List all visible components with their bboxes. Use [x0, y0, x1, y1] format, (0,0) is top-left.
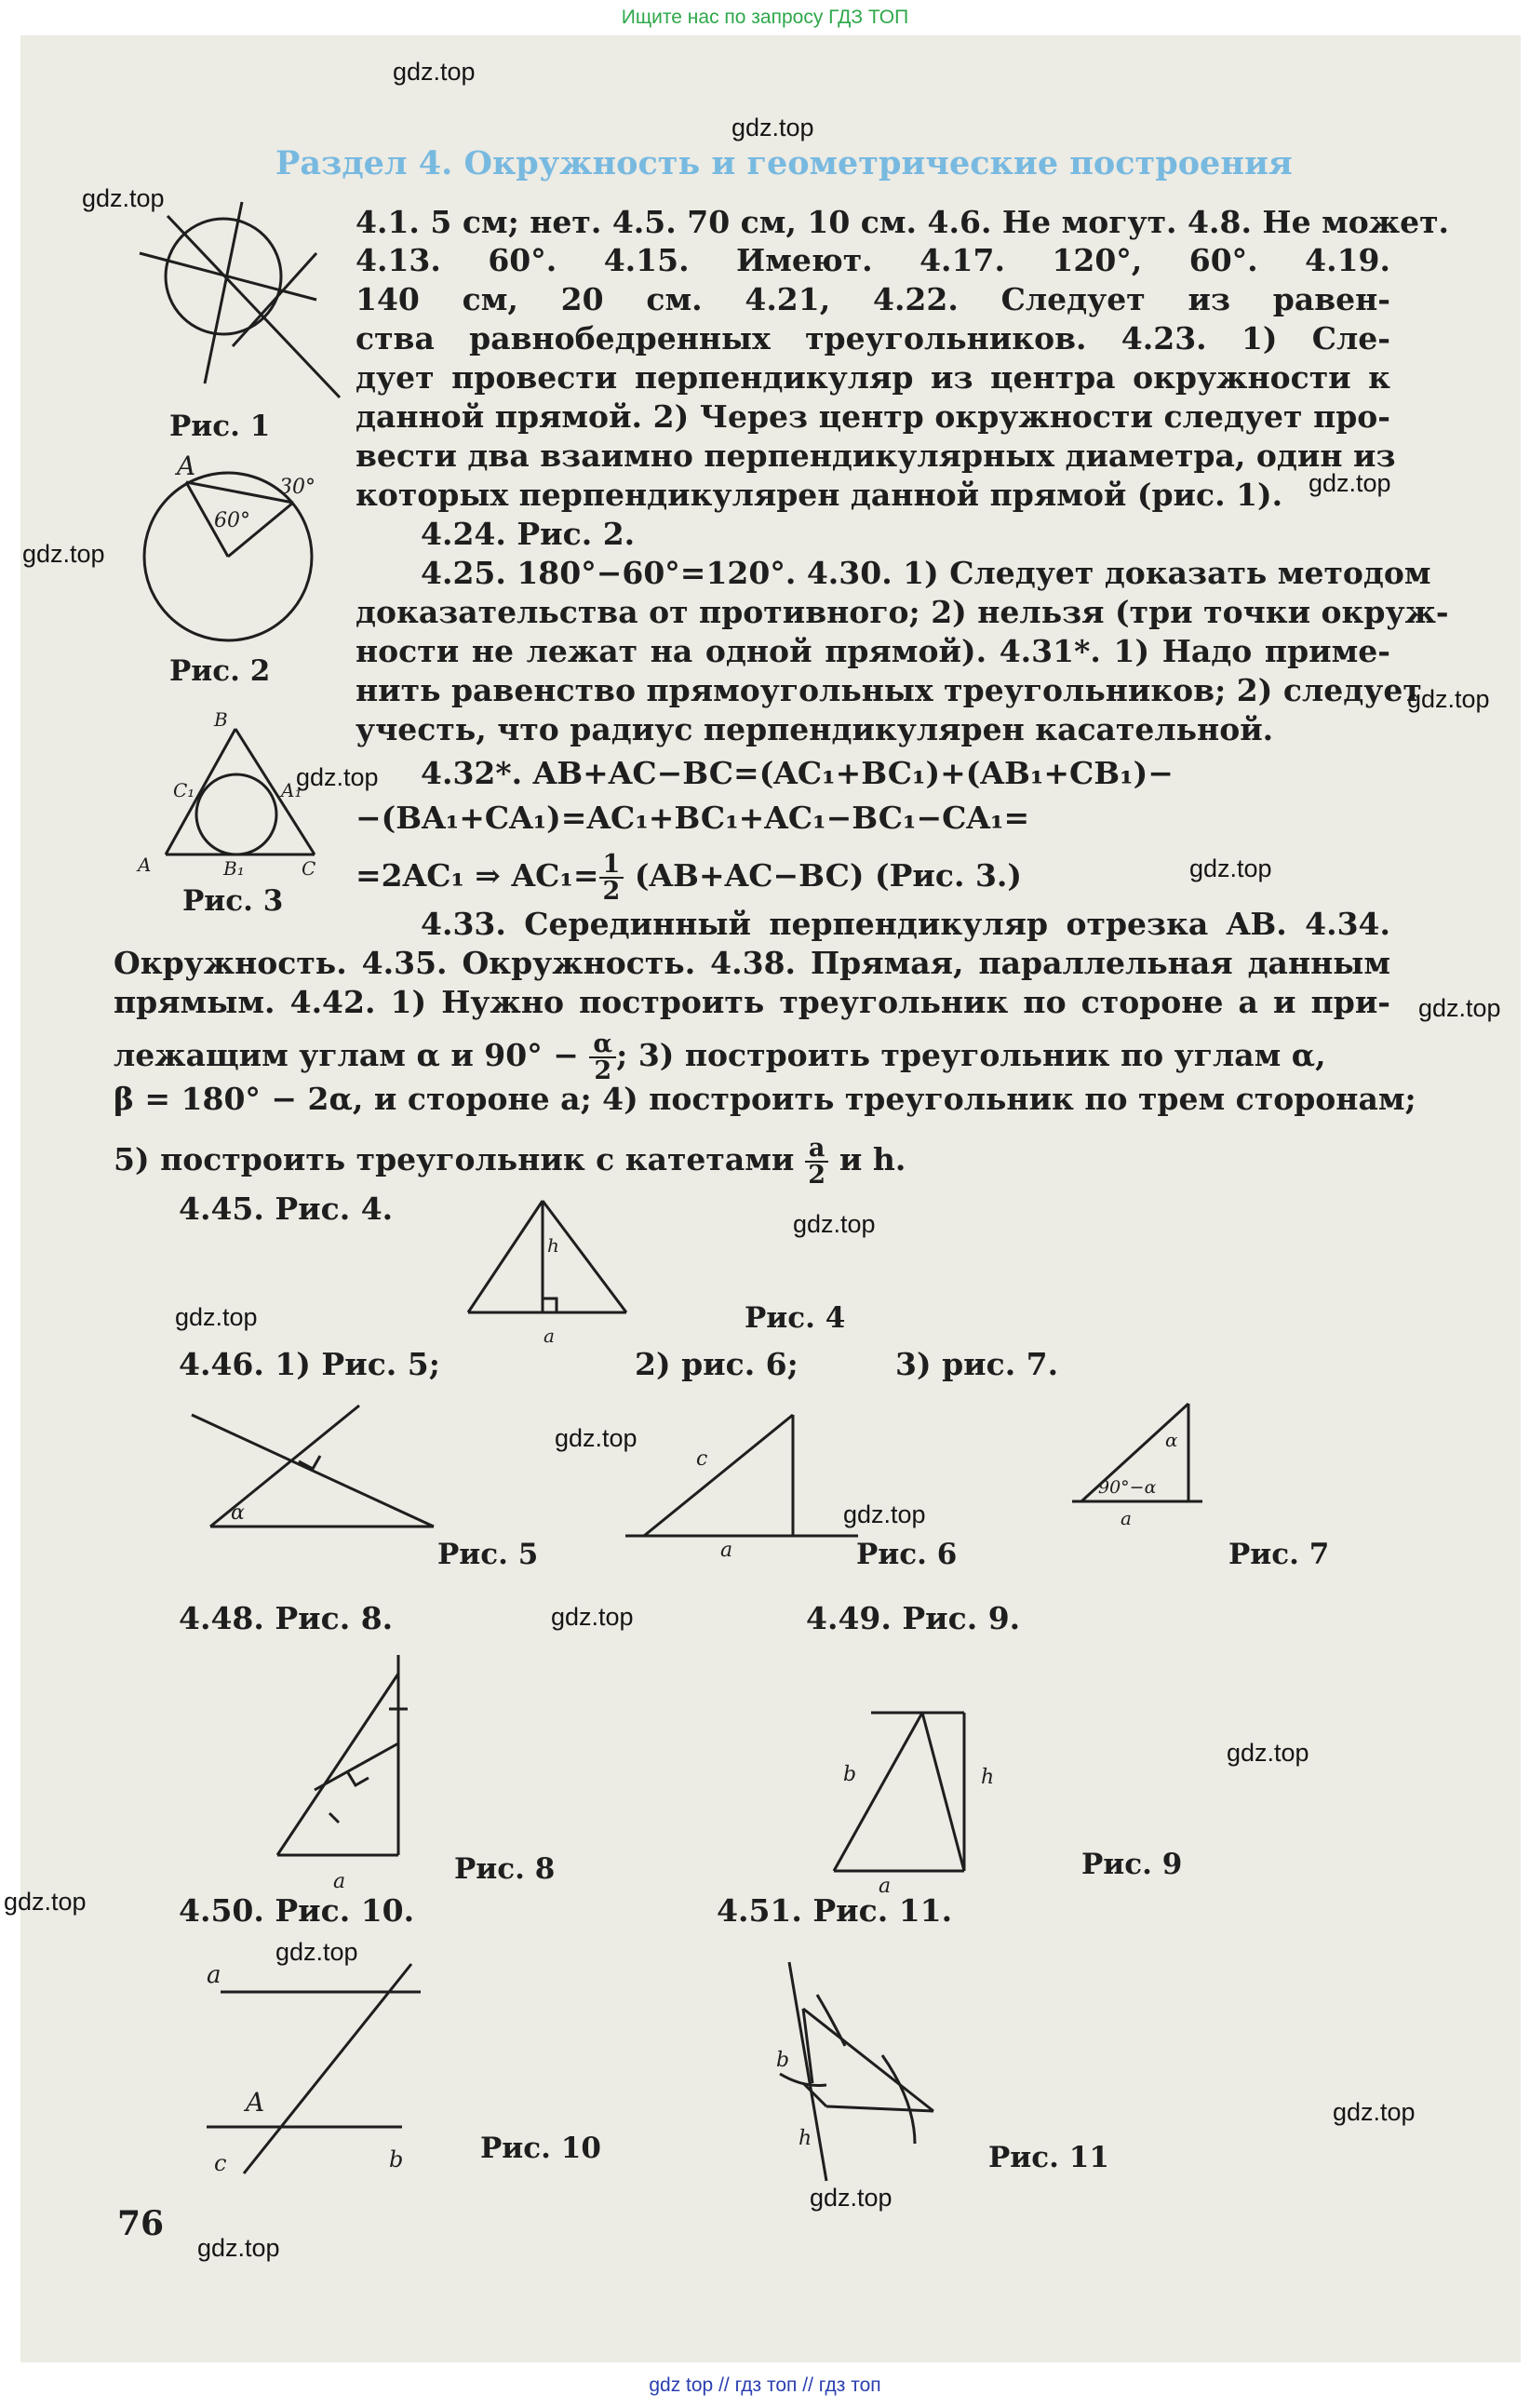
fig10-label-a: a — [207, 1961, 221, 1989]
fig7-label-alpha: α — [1165, 1429, 1178, 1451]
fig10-label-c: c — [214, 2150, 227, 2176]
fig9-label-a: a — [879, 1875, 892, 1898]
figure-caption: Рис. 11 — [988, 2141, 1109, 2174]
watermark: gdz.top — [1309, 469, 1391, 497]
top-banner[interactable]: Ищите нас по запросу ГДЗ ТОП — [621, 7, 909, 28]
fig7-label-angle: 90°−α — [1098, 1477, 1157, 1498]
text-line: прямым. 4.42. 1) Нужно построить треугольник по стороне a и при- — [114, 984, 1390, 1020]
watermark: gdz.top — [82, 184, 165, 212]
fraction: $\frac{1}{2}$ — [599, 852, 624, 904]
figure-caption: Рис. 3 — [182, 884, 284, 918]
text-line: лежащим углам α и 90° − $\frac{\alpha}{2}$ ; 3) построить треугольник по углам α, — [114, 1029, 1326, 1085]
text-line: 4.13. 60°. 4.15. Имеют. 4.17. 120°, 60°. 4.19. — [356, 242, 1390, 278]
fig3-label-B1: B₁ — [223, 857, 245, 880]
fig9-label-h: h — [981, 1766, 995, 1789]
text-line: 2) рис. 6; — [635, 1346, 799, 1382]
fig2-label-A: A — [177, 451, 196, 481]
watermark: gdz.top — [393, 58, 476, 86]
fig11-label-b: b — [776, 2049, 790, 2072]
text-line: 140 см, 20 см. 4.21, 4.22. Следует из равен- — [356, 281, 1390, 317]
fig5-label-alpha: α — [231, 1501, 245, 1525]
text-line: 4.51. Рис. 11. — [717, 1892, 953, 1929]
fig10-label-b: b — [389, 2146, 404, 2173]
text-line: 3) рис. 7. — [895, 1346, 1059, 1382]
watermark: gdz.top — [22, 540, 105, 568]
figure-11-diagram — [761, 1962, 947, 2190]
figure-1-diagram — [130, 197, 344, 402]
text-line: ности не лежат на одной прямой). 4.31*. 1) Надо приме- — [356, 633, 1390, 669]
text-line: 4.24. Рис. 2. — [421, 516, 636, 552]
watermark: gdz.top — [175, 1303, 258, 1331]
watermark: gdz.top — [551, 1603, 634, 1631]
figure-caption: Рис. 8 — [454, 1852, 556, 1886]
watermark: gdz.top — [810, 2184, 892, 2212]
figure-6-diagram — [625, 1406, 867, 1562]
fraction: $\frac{a}{2}$ — [805, 1136, 829, 1188]
figure-caption: Рис. 7 — [1228, 1538, 1330, 1571]
text-line: 4.45. Рис. 4. — [179, 1191, 394, 1227]
fig10-label-A: A — [246, 2087, 265, 2118]
text-line: ства равнобедренных треугольников. 4.23. 1) Сле- — [356, 320, 1390, 356]
text-line: нить равенство прямоугольных треугольников; 2) следует — [356, 672, 1422, 708]
fig7-label-a: a — [1121, 1507, 1132, 1529]
fig6-label-a: a — [720, 1539, 733, 1562]
text-line: 4.25. 180°−60°=120°. 4.30. 1) Следует доказать методом — [421, 555, 1431, 591]
figure-8-diagram — [259, 1655, 445, 1897]
text-line: учесть, что радиус перпендикулярен касательной. — [356, 711, 1274, 747]
text-line: 4.33. Серединный перпендикуляр отрезка AB. 4.34. — [421, 906, 1390, 942]
fig8-label-a: a — [333, 1870, 346, 1893]
fig3-label-B: B — [214, 708, 228, 731]
figure-caption: Рис. 1 — [169, 410, 271, 443]
watermark: gdz.top — [1189, 854, 1272, 882]
figure-caption: Рис. 6 — [856, 1538, 958, 1571]
watermark: gdz.top — [4, 1888, 87, 1916]
figure-2-diagram — [130, 451, 354, 650]
watermark: gdz.top — [555, 1424, 638, 1452]
fig6-label-c: c — [696, 1447, 708, 1471]
figure-10-diagram — [207, 1961, 458, 2178]
fraction: $\frac{\alpha}{2}$ — [589, 1031, 616, 1083]
fig3-label-A1: A₁ — [281, 779, 302, 801]
text-line: 4.50. Рис. 10. — [179, 1892, 415, 1929]
fig3-label-C: C — [302, 857, 316, 880]
watermark: gdz.top — [275, 1938, 358, 1966]
figure-caption: Рис. 9 — [1081, 1848, 1183, 1881]
watermark: gdz.top — [197, 2234, 280, 2262]
fig3-label-C1: C₁ — [173, 779, 195, 801]
watermark: gdz.top — [731, 114, 814, 141]
text-line: которых перпендикулярен данной прямой (рис. 1). — [356, 477, 1283, 513]
bottom-banner[interactable]: gdz top // гдз топ // гдз топ — [649, 2374, 881, 2396]
watermark: gdz.top — [1407, 685, 1490, 713]
fig4-label-h: h — [547, 1234, 559, 1257]
page-number: 76 — [117, 2204, 165, 2243]
watermark: gdz.top — [793, 1210, 876, 1238]
watermark: gdz.top — [296, 763, 379, 791]
figure-caption: Рис. 4 — [745, 1301, 846, 1335]
fig3-label-A: A — [138, 854, 152, 876]
text-line: 4.46. 1) Рис. 5; — [179, 1346, 440, 1382]
fig2-label-60: 60° — [214, 509, 250, 532]
watermark: gdz.top — [1333, 2098, 1416, 2126]
figure-caption: Рис. 2 — [169, 654, 271, 688]
text-line: 4.1. 5 см; нет. 4.5. 70 см, 10 см. 4.6. Не могут. 4.8. Не может. — [356, 204, 1450, 240]
text-line: дует провести перпендикуляр из центра окружности к — [356, 359, 1390, 396]
fig2-label-30: 30° — [279, 476, 315, 499]
fig9-label-b: b — [843, 1763, 857, 1786]
figure-caption: Рис. 5 — [437, 1538, 539, 1571]
text-line: 4.49. Рис. 9. — [806, 1600, 1021, 1636]
text-line: β = 180° − 2α, и стороне a; 4) построить треугольник по трем сторонам; — [114, 1081, 1416, 1117]
figure-9-diagram — [815, 1703, 1020, 1899]
text-line: −(BA₁+CA₁)=AC₁+BC₁+AC₁−BC₁−CA₁= — [356, 800, 1030, 836]
figure-5-diagram — [182, 1396, 443, 1545]
figure-caption: Рис. 10 — [480, 2132, 601, 2165]
fig11-label-h: h — [799, 2127, 812, 2150]
text-line: 4.48. Рис. 8. — [179, 1600, 394, 1636]
text-line: 5) построить треугольник с катетами $\frac{a}{2}$ и h. — [114, 1134, 906, 1190]
fig4-label-a: a — [544, 1325, 555, 1347]
text-line: данной прямой. 2) Через центр окружности следует про- — [356, 398, 1390, 435]
watermark: gdz.top — [1418, 994, 1501, 1022]
text-line: доказательства от противного; 2) нельзя (три точки окруж- — [356, 594, 1449, 630]
text-line: Окружность. 4.35. Окружность. 4.38. Прямая, параллельная данным — [114, 945, 1390, 981]
watermark: gdz.top — [1227, 1739, 1309, 1767]
figure-7-diagram — [1072, 1385, 1212, 1534]
text-line: вести два взаимно перпендикулярных диаметра, один из — [356, 437, 1396, 474]
figure-4-diagram — [454, 1182, 640, 1359]
section-heading: Раздел 4. Окружность и геометрические построения — [275, 144, 1293, 182]
text-line: =2AC₁ ⇒ AC₁= $\frac{1}{2}$ (AB+AC−BC) (Рис. 3.) — [356, 850, 1023, 906]
text-line: 4.32*. AB+AC−BC=(AC₁+BC₁)+(AB₁+CB₁)− — [421, 755, 1174, 791]
watermark: gdz.top — [843, 1500, 926, 1528]
